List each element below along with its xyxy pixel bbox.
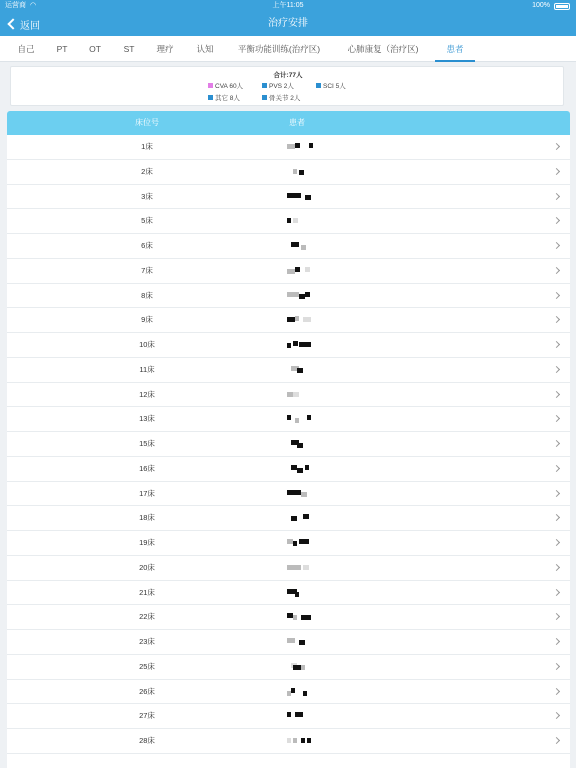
patient-name-redacted	[287, 292, 327, 301]
bed-number: 7床	[141, 265, 153, 275]
chevron-right-icon	[553, 143, 560, 150]
legend-cva	[208, 82, 243, 91]
table-row[interactable]	[7, 333, 570, 358]
table-row[interactable]	[7, 655, 570, 680]
bed-number: 17床	[139, 488, 155, 498]
bed-number: 13床	[139, 414, 155, 424]
table-row[interactable]	[7, 729, 570, 754]
chevron-right-icon	[553, 687, 560, 694]
column-header-bed: 床位号	[135, 118, 159, 127]
legend-pvs	[262, 82, 294, 91]
chevron-right-icon	[553, 489, 560, 496]
column-header-patient: 患者	[289, 118, 305, 127]
table-row[interactable]	[7, 432, 570, 457]
bed-number: 9床	[141, 315, 153, 325]
chevron-right-icon	[553, 588, 560, 595]
patient-name-redacted	[287, 242, 327, 251]
bed-number: 20床	[139, 562, 155, 572]
table-row[interactable]	[7, 680, 570, 705]
tab-self[interactable]: 自己	[17, 44, 35, 54]
legend-other	[208, 94, 240, 103]
bed-number: 2床	[141, 166, 153, 176]
patient-name-redacted	[287, 638, 327, 647]
patient-name-redacted	[287, 539, 327, 548]
legend-label: 其它 8人	[215, 95, 240, 102]
bed-number: 11床	[139, 364, 155, 374]
patient-name-redacted	[287, 391, 327, 400]
patient-name-redacted	[287, 366, 327, 375]
patient-name-redacted	[287, 514, 327, 523]
bed-number: 25床	[139, 661, 155, 671]
table-row[interactable]	[7, 284, 570, 309]
patient-name-redacted	[287, 589, 327, 598]
bed-number: 10床	[139, 340, 155, 349]
table-row[interactable]	[7, 135, 570, 160]
patient-name-redacted	[287, 490, 327, 499]
battery-percent: 100%	[532, 2, 550, 9]
bed-number: 21床	[139, 587, 155, 597]
bed-number: 22床	[139, 612, 155, 622]
bed-number: 12床	[139, 389, 155, 399]
chevron-right-icon	[553, 465, 560, 472]
status-bar	[0, 0, 576, 12]
legend-label: CVA 60人	[215, 83, 244, 90]
table-row[interactable]	[7, 308, 570, 333]
tab-patients[interactable]: 患者	[435, 36, 475, 62]
tab-cognition[interactable]: 认知	[196, 44, 214, 54]
bed-number: 26床	[139, 686, 155, 696]
chevron-right-icon	[553, 390, 560, 397]
bed-number: 16床	[139, 463, 155, 473]
summary-panel	[10, 66, 564, 106]
chevron-right-icon	[553, 341, 560, 348]
chevron-right-icon	[553, 168, 560, 175]
chevron-right-icon	[553, 291, 560, 298]
patient-table	[7, 135, 570, 768]
patient-name-redacted	[287, 193, 327, 202]
patient-name-redacted	[287, 564, 327, 573]
tab-st[interactable]: ST	[123, 44, 135, 54]
legend-label: 骨关节 2人	[269, 95, 301, 102]
chevron-right-icon	[553, 539, 560, 546]
patient-name-redacted	[287, 316, 327, 325]
patient-name-redacted	[287, 143, 327, 152]
legend-swatch	[262, 83, 267, 88]
chevron-right-icon	[553, 663, 560, 670]
tab-physiotherapy[interactable]: 理疗	[156, 44, 174, 54]
table-row[interactable]	[7, 630, 570, 655]
battery-icon	[554, 3, 570, 10]
legend-swatch	[208, 83, 213, 88]
table-row[interactable]	[7, 259, 570, 284]
patient-name-redacted	[287, 440, 327, 449]
table-header	[7, 111, 570, 135]
table-row[interactable]	[7, 581, 570, 606]
table-row[interactable]	[7, 234, 570, 259]
table-row[interactable]	[7, 506, 570, 531]
bed-number: 1床	[141, 142, 153, 151]
patient-name-redacted	[287, 663, 327, 672]
bed-number: 8床	[141, 290, 153, 300]
table-row[interactable]	[7, 556, 570, 581]
table-row[interactable]	[7, 209, 570, 234]
patient-name-redacted	[287, 737, 327, 746]
page-title: 治疗安排	[268, 18, 308, 29]
table-row[interactable]	[7, 185, 570, 210]
table-row[interactable]	[7, 407, 570, 432]
chevron-right-icon	[553, 415, 560, 422]
summary-total: 合计:77人	[273, 72, 303, 79]
patient-name-redacted	[287, 217, 327, 226]
legend-label: PVS 2人	[269, 83, 294, 90]
bed-number: 27床	[139, 711, 155, 721]
chevron-right-icon	[553, 192, 560, 199]
bed-number: 15床	[139, 439, 155, 448]
bed-number: 3床	[141, 191, 153, 201]
legend-swatch	[316, 83, 321, 88]
chevron-right-icon	[553, 316, 560, 323]
chevron-right-icon	[553, 514, 560, 521]
legend-label: SCI 5人	[323, 83, 346, 90]
bed-number: 28床	[139, 736, 155, 745]
bed-number: 18床	[139, 513, 155, 523]
chevron-right-icon	[553, 737, 560, 744]
chevron-right-icon	[553, 638, 560, 645]
chevron-right-icon	[553, 613, 560, 620]
chevron-right-icon	[553, 712, 560, 719]
table-row[interactable]	[7, 482, 570, 507]
table-row[interactable]	[7, 457, 570, 482]
tab-balance-training[interactable]: 平衡功能训练(治疗区)	[237, 44, 321, 54]
chevron-right-icon	[553, 217, 560, 224]
patient-name-redacted	[287, 712, 327, 721]
bed-number: 19床	[139, 538, 155, 547]
legend-sci	[316, 82, 346, 91]
legend-swatch	[262, 95, 267, 100]
chevron-right-icon	[553, 564, 560, 571]
wifi-icon: ◠	[30, 2, 37, 9]
table-row[interactable]	[7, 160, 570, 185]
bed-number: 6床	[141, 241, 153, 250]
bed-number: 23床	[139, 637, 155, 646]
table-row[interactable]	[7, 704, 570, 729]
tab-ot[interactable]: OT	[89, 44, 101, 54]
navigation-bar	[0, 12, 576, 36]
table-row[interactable]	[7, 383, 570, 408]
patient-name-redacted	[287, 168, 327, 177]
patient-name-redacted	[287, 613, 327, 622]
chevron-right-icon	[553, 366, 560, 373]
legend-bone-joint	[262, 94, 300, 103]
tab-pt[interactable]: PT	[56, 44, 68, 54]
patient-name-redacted	[287, 465, 327, 474]
patient-name-redacted	[287, 415, 327, 424]
chevron-right-icon	[553, 440, 560, 447]
patient-name-redacted	[287, 341, 327, 350]
legend-swatch	[208, 95, 213, 100]
table-row[interactable]	[7, 531, 570, 556]
back-label: 返回	[20, 20, 40, 32]
chevron-right-icon	[553, 267, 560, 274]
carrier-label: 运营商	[5, 2, 26, 9]
patient-name-redacted	[287, 267, 327, 276]
bed-number: 5床	[141, 216, 153, 226]
table-row[interactable]	[7, 358, 570, 383]
tab-bar	[0, 36, 576, 62]
tab-cardiopulmonary[interactable]: 心肺康复（治疗区)	[347, 44, 419, 54]
status-time: 上午11:05	[272, 2, 304, 9]
top-bar	[0, 0, 576, 36]
chevron-right-icon	[553, 242, 560, 249]
patient-name-redacted	[287, 688, 327, 697]
table-row[interactable]	[7, 605, 570, 630]
